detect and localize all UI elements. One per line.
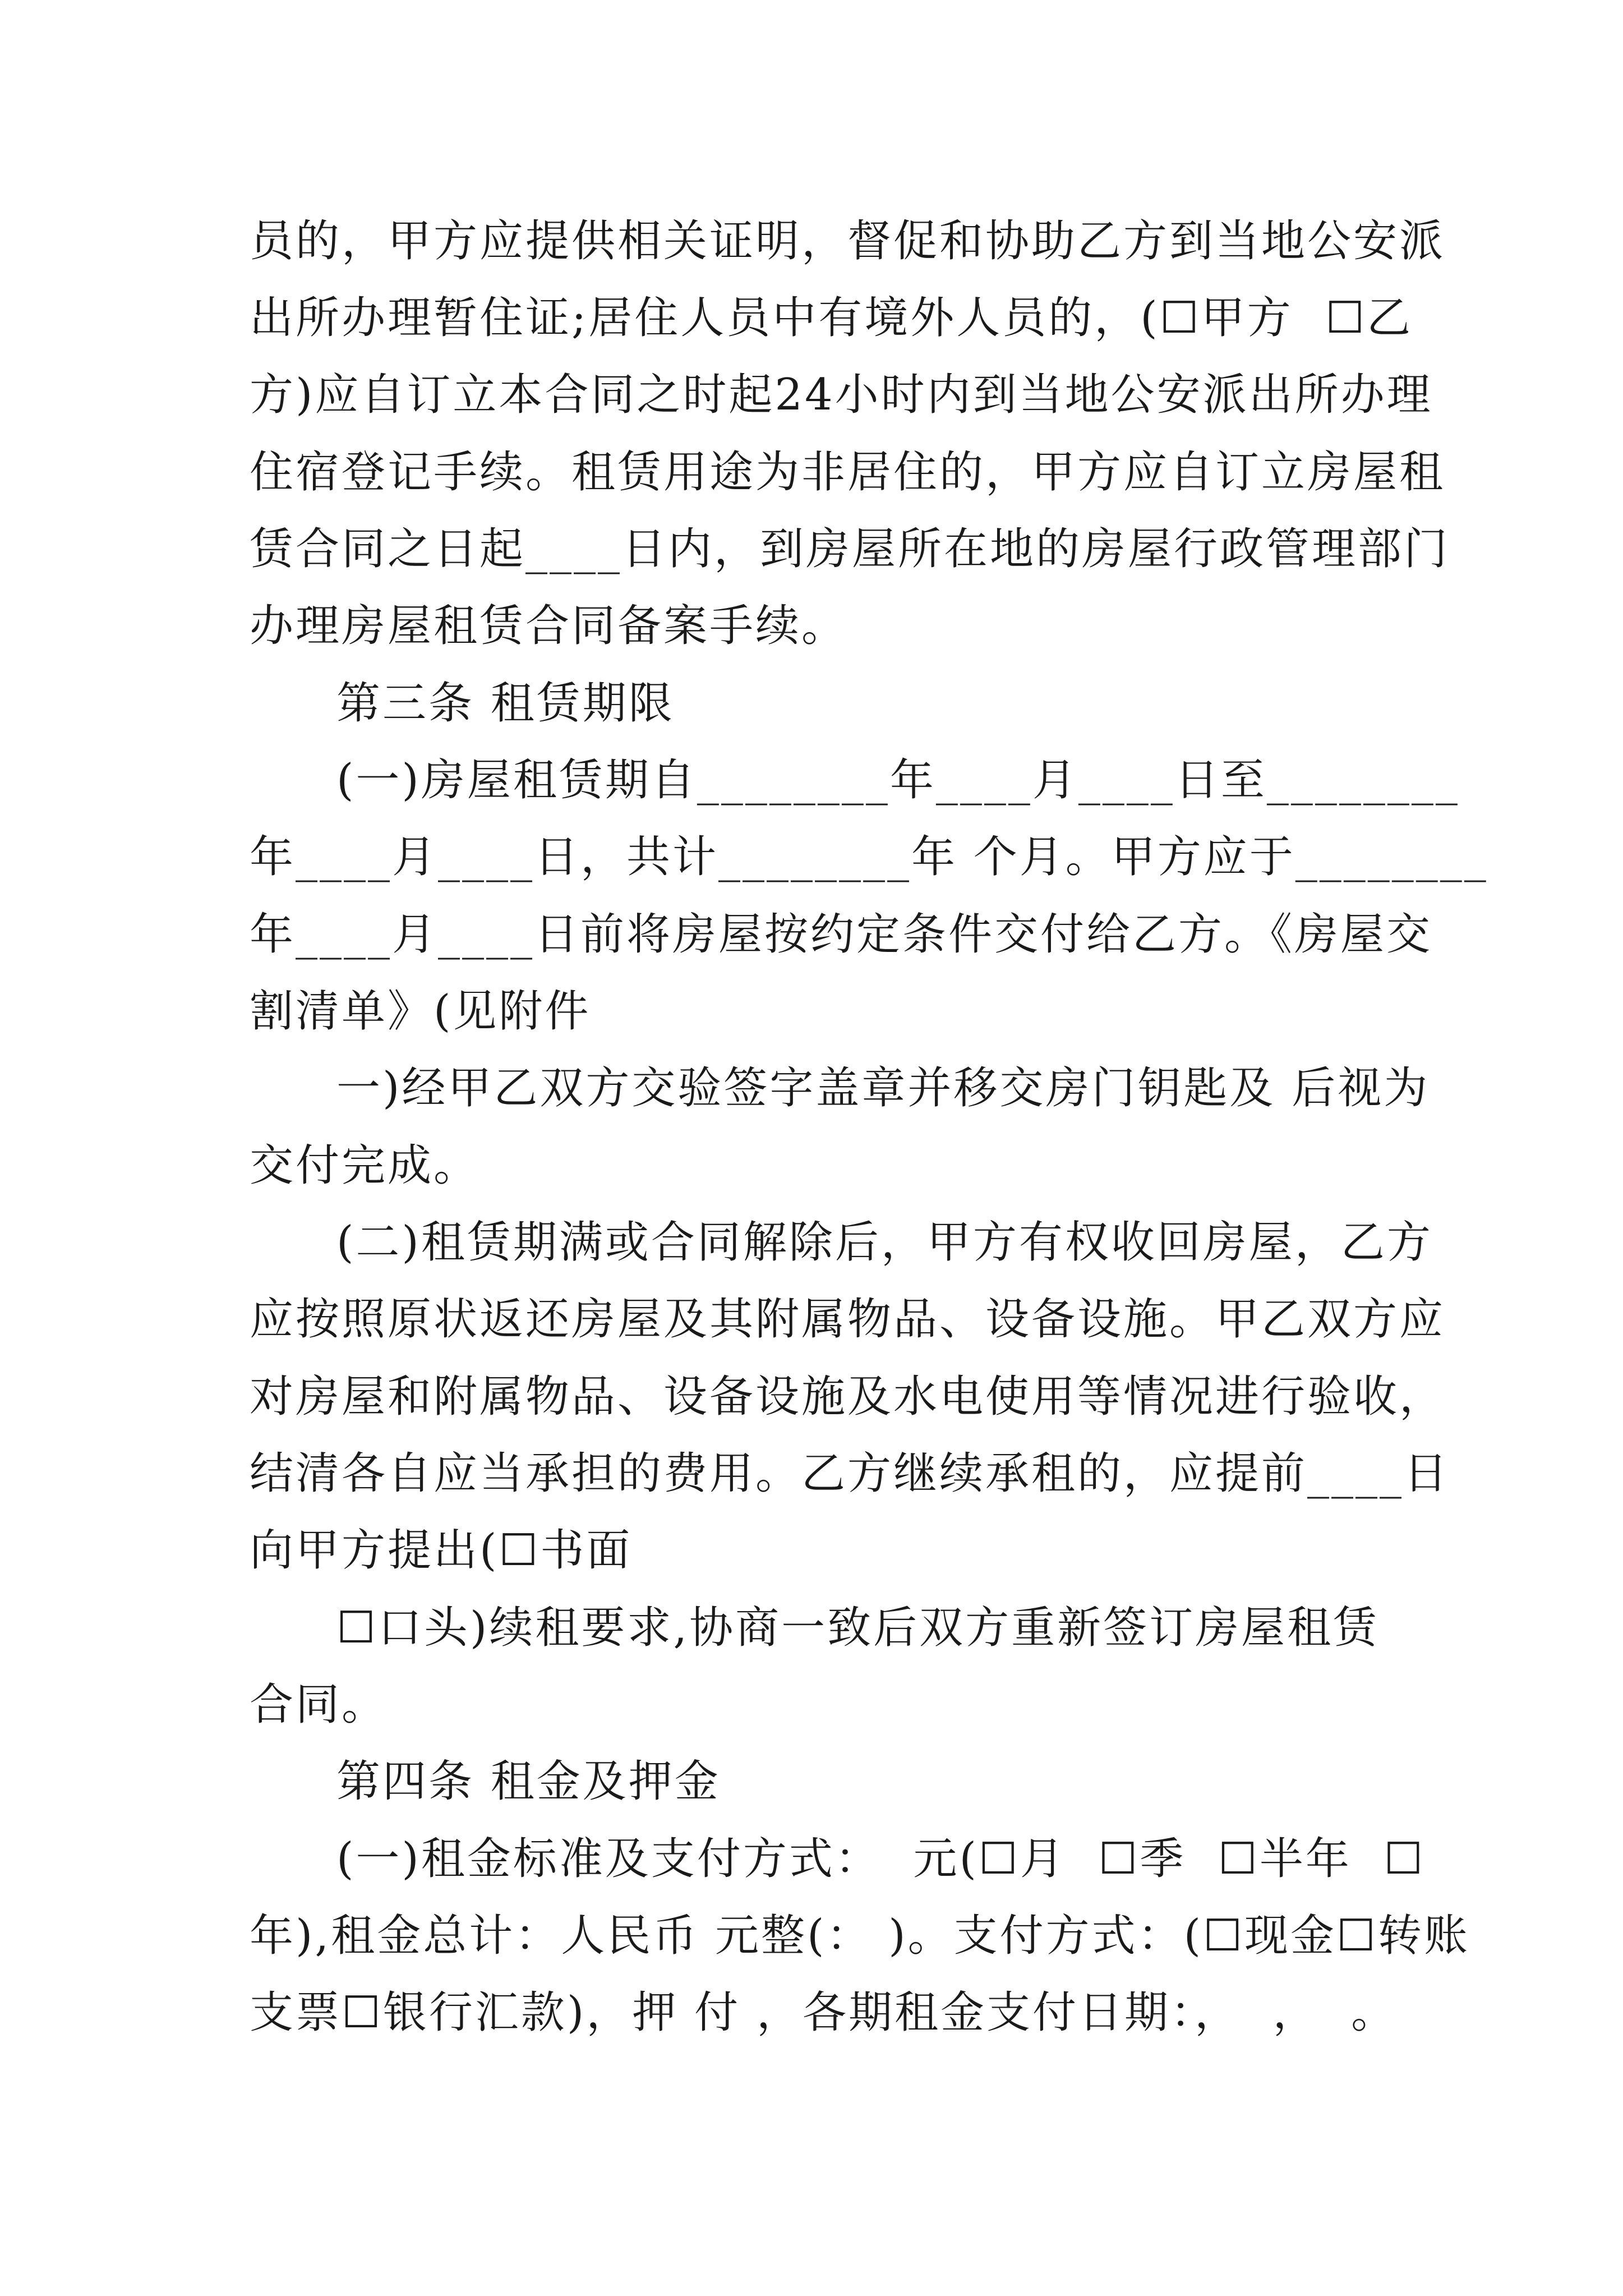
text-line-16: 对房屋和附属物品、设备设施及水电使用等情况进行验收，: [250, 1372, 1446, 1422]
text-line-23: 年),租金总计：人民币 元整(： )。支付方式：(☐现金☐转账: [250, 1911, 1470, 1961]
text-line-14: (二)租赁期满或合同解除后，甲方有权收回房屋，乙方: [336, 1217, 1433, 1268]
text-line-10: 年____月____日前将房屋按约定条件交付给乙方。《房屋交: [250, 909, 1433, 960]
text-line-9: 年____月____日，共计________年 个月。甲方应于________: [250, 832, 1488, 882]
text-line-3: 方)应自订立本合同之时起24小时内到当地公安派出所办理: [250, 370, 1433, 420]
text-line-24: 支票☐银行汇款)，押 付 ，各期租金支付日期：， ， 。: [250, 1987, 1398, 2038]
text-line-1: 员的，甲方应提供相关证明，督促和协助乙方到当地公安派: [250, 216, 1446, 266]
text-line-6: 办理房屋租赁合同备案手续。: [250, 601, 848, 651]
text-line-20: 合同。: [250, 1680, 388, 1730]
text-line-8: (一)房屋租赁期自________年____月____日至________: [336, 755, 1460, 806]
text-line-17: 结清各自应当承担的费用。乙方继续承租的，应提前____日: [250, 1448, 1450, 1499]
text-line-15: 应按照原状返还房屋及其附属物品、设备设施。甲乙双方应: [250, 1294, 1446, 1345]
text-line-13: 交付完成。: [250, 1140, 480, 1191]
text-line-11: 割清单》(见附件: [250, 986, 591, 1037]
text-line-2: 出所办理暂住证;居住人员中有境外人员的，(☐甲方 ☐乙: [250, 293, 1413, 343]
text-line-5: 赁合同之日起____日内，到房屋所在地的房屋行政管理部门: [250, 524, 1450, 574]
text-line-22: (一)租金标准及支付方式： 元(☐月 ☐季 ☐半年 ☐: [336, 1834, 1426, 1884]
article-4-heading: 第四条 租金及押金: [336, 1756, 721, 1807]
text-line-4: 住宿登记手续。租赁用途为非居住的，甲方应自订立房屋租: [250, 447, 1446, 498]
text-line-12: 一)经甲乙双方交验签字盖章并移交房门钥匙及 后视为: [336, 1063, 1430, 1114]
text-line-18: 向甲方提出(☐书面: [250, 1525, 633, 1576]
article-3-heading: 第三条 租赁期限: [336, 678, 675, 729]
text-line-19: ☐口头)续租要求,协商一致后双方重新签订房屋租赁: [336, 1603, 1380, 1653]
